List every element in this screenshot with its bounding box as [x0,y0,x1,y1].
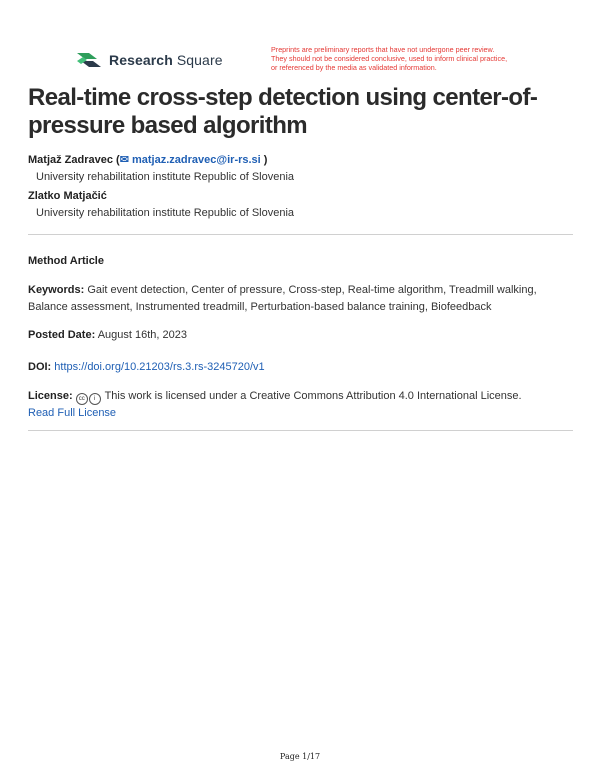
cc-icon: cc [76,393,88,405]
keywords-line: Balance assessment, Instrumented treadmill, Perturbation-based balance training, Biofeedback [28,301,492,313]
license-text: This work is licensed under a Creative Commons Attribution 4.0 International License. [104,390,522,402]
author-2 [28,190,107,202]
preprint-notice-line: or referenced by the media as validated information. [271,63,437,72]
page-number: Page 1/17 [279,752,321,761]
keywords-label: Keywords: [28,284,85,296]
preprint-notice-line: Preprints are preliminary reports that have not undergone peer review. [271,45,495,54]
logo-text-square: Square [176,52,223,68]
author-affiliation: University rehabilitation institute Republic of Slovenia [36,207,295,219]
author-name: Zlatko Matjačić [28,190,107,202]
read-full-license-link[interactable]: Read Full License [28,407,117,419]
keywords-line: Gait event detection, Center of pressure, Cross-step, Real-time algorithm, Treadmill walking, [87,284,537,296]
doi-link[interactable]: https://doi.org/10.21203/rs.3.rs-3245720/v1 [54,361,265,373]
article-type: Method Article [28,255,104,267]
logo-text [109,52,223,68]
posted-date-value: August 16th, 2023 [97,329,187,341]
research-square-logo-icon [75,49,103,71]
preprint-notice-line: They should not be considered conclusive, used to inform clinical practice, [271,54,508,63]
license [28,388,578,422]
author-1 [28,153,267,166]
doi-label: DOI: [28,361,52,373]
posted-date [28,327,187,344]
doi [28,359,265,376]
author-email-wrap: (✉ matjaz.zadravec@ir-rs.si ) [116,154,268,166]
cc-by-icon: i [89,393,101,405]
divider [28,430,573,431]
email-icon: ✉ [119,154,129,166]
author-name: Matjaž Zadravec [28,154,113,166]
divider [28,234,573,235]
license-label: License: [28,390,73,402]
author-email-link[interactable]: matjaz.zadravec@ir-rs.si [132,154,261,166]
paper-title: Real-time cross-step detection using center-of-pressure based algorithm [28,84,538,139]
logo-text-research: Research [109,52,173,68]
author-affiliation: University rehabilitation institute Republic of Slovenia [36,171,295,183]
keywords [28,282,578,316]
posted-date-label: Posted Date: [28,329,96,341]
research-square-logo[interactable] [75,48,235,72]
preprint-notice [271,45,561,72]
